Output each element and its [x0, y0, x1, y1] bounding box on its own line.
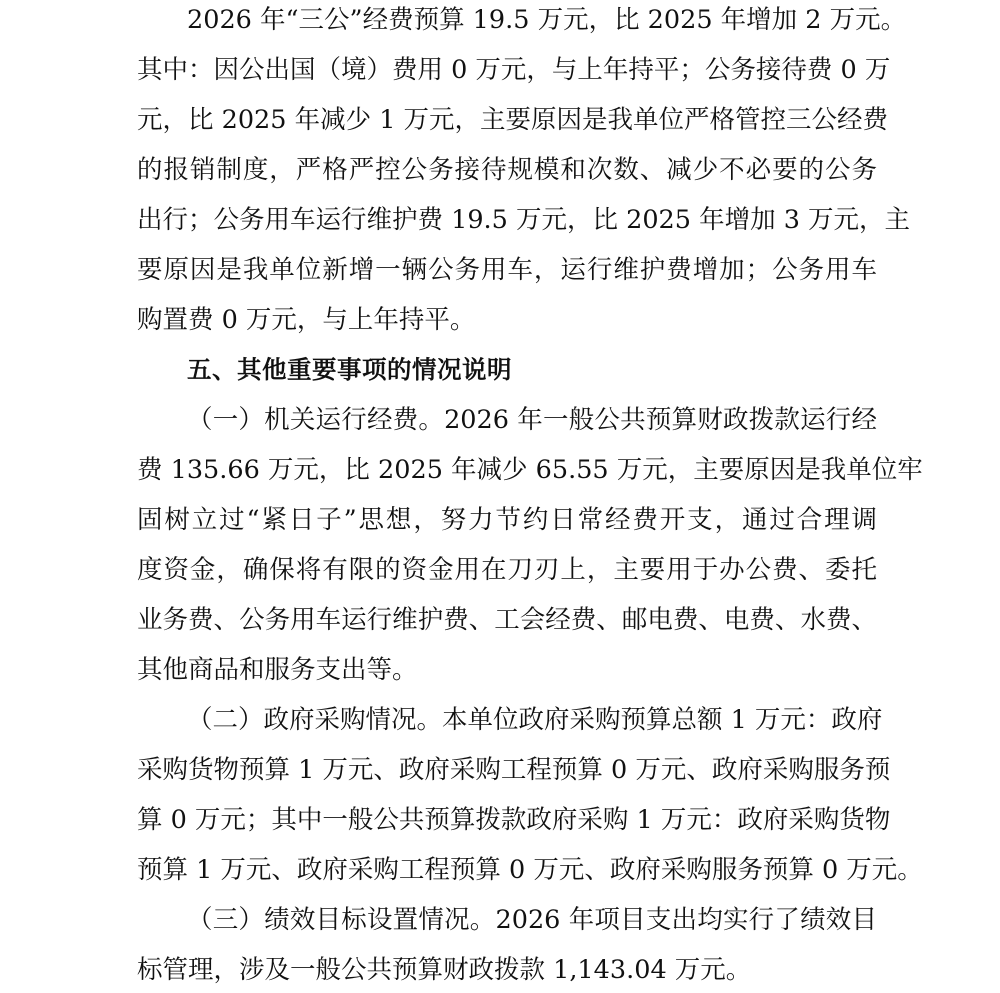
- sangong-line-2: 其中：因公出国（境）费用 0 万元，与上年持平；公务接待费 0 万: [137, 55, 891, 85]
- procurement-line-2: 采购货物预算 1 万元、政府采购工程预算 0 万元、政府采购服务预: [137, 755, 891, 785]
- operating-line-3: 固树立过“紧日子”思想，努力节约日常经费开支，通过合理调: [137, 505, 877, 535]
- sangong-line-3: 元，比 2025 年减少 1 万元，主要原因是我单位严格管控三公经费: [137, 105, 889, 135]
- operating-line-4: 度资金，确保将有限的资金用在刀刃上，主要用于办公费、委托: [137, 555, 877, 585]
- sangong-line-4: 的报销制度，严格严控公务接待规模和次数、减少不必要的公务: [137, 155, 877, 185]
- section-five-heading: 五、其他重要事项的情况说明: [187, 355, 512, 384]
- operating-line-5: 业务费、公务用车运行维护费、工会经费、邮电费、电费、水费、: [137, 605, 877, 635]
- operating-line-1: （一）机关运行经费。2026 年一般公共预算财政拨款运行经: [187, 405, 877, 435]
- sangong-line-6: 要原因是我单位新增一辆公务用车，运行维护费增加；公务用车: [137, 255, 877, 285]
- procurement-line-1: （二）政府采购情况。本单位政府采购预算总额 1 万元：政府: [187, 705, 883, 735]
- procurement-line-4: 预算 1 万元、政府采购工程预算 0 万元、政府采购服务预算 0 万元。: [137, 855, 923, 885]
- procurement-line-3: 算 0 万元；其中一般公共预算拨款政府采购 1 万元：政府采购货物: [137, 805, 891, 835]
- sangong-line-1: 2026 年“三公”经费预算 19.5 万元，比 2025 年增加 2 万元。: [187, 5, 907, 35]
- sangong-line-7: 购置费 0 万元，与上年持平。: [137, 305, 476, 335]
- operating-line-6: 其他商品和服务支出等。: [137, 655, 418, 685]
- performance-line-1: （三）绩效目标设置情况。2026 年项目支出均实行了绩效目: [187, 905, 877, 935]
- performance-line-2: 标管理，涉及一般公共预算财政拨款 1,143.04 万元。: [137, 955, 752, 985]
- sangong-line-5: 出行；公务用车运行维护费 19.5 万元，比 2025 年增加 3 万元，主: [137, 205, 911, 235]
- operating-line-2: 费 135.66 万元，比 2025 年减少 65.55 万元，主要原因是我单位牢: [137, 455, 923, 485]
